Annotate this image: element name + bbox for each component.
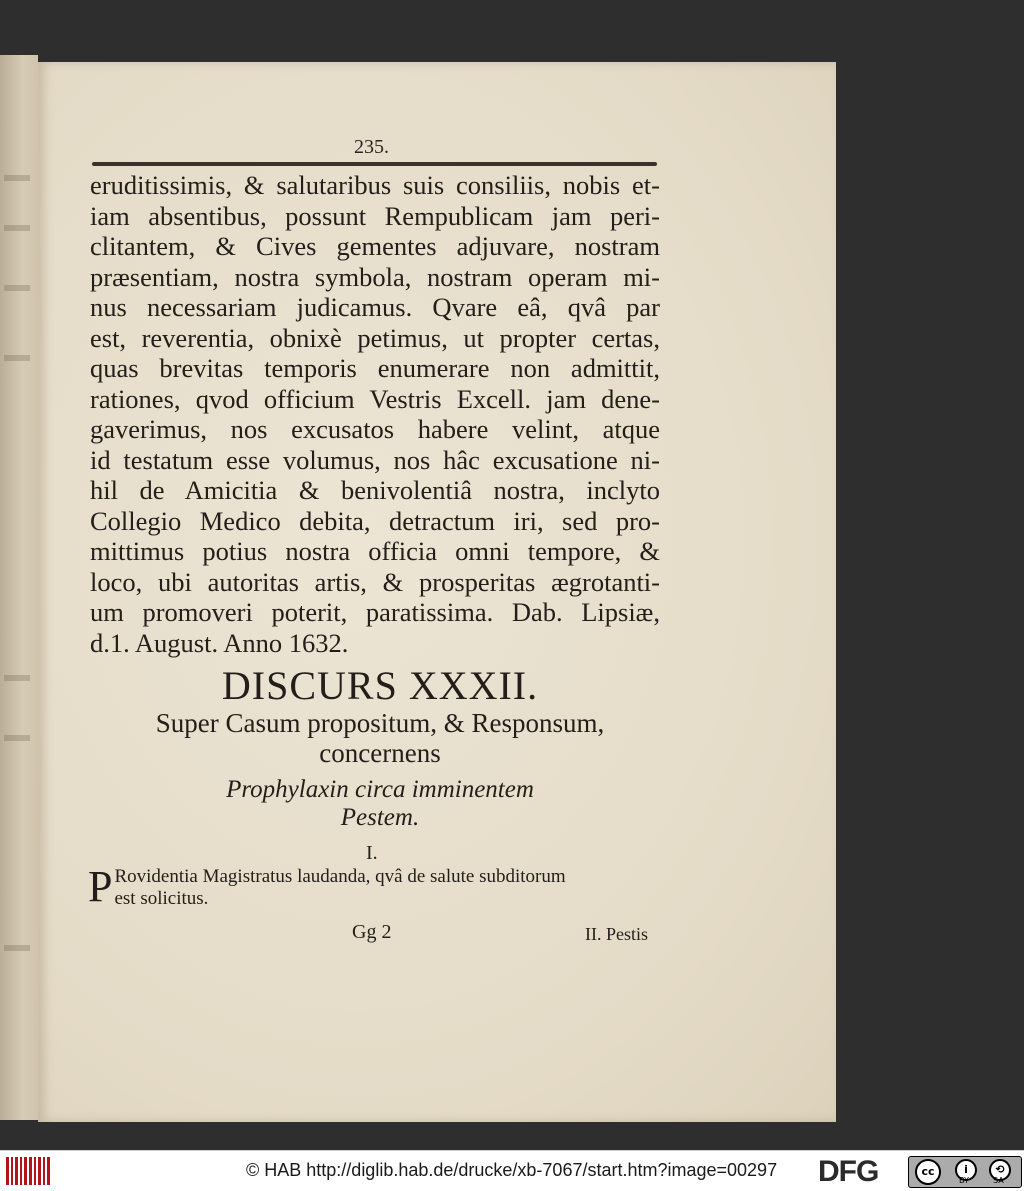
text-line: clitantem, & Cives gementes adjuvare, nostram [90,231,660,261]
subheading: concernens [319,738,441,768]
hab-logo-icon[interactable] [6,1157,50,1185]
drop-cap: P [88,862,113,911]
header-rule [92,162,657,166]
text-line: iam absentibus, possunt Rempublicam jam peri- [90,200,660,231]
signature-mark: Gg 2 [352,921,392,943]
text-line: mittimus potius nostra officia omni tempore, & [90,536,660,566]
cc-icon: cc [915,1159,941,1185]
page-number: 235. [354,136,389,158]
by-label: BY [959,1176,969,1185]
previous-page-edge [0,55,38,1120]
text-line: Collegio Medico debita, detractum iri, sed pro- [90,505,660,536]
text-line: eruditissimis, & salutaribus suis consiliis, nobis et- [90,170,660,200]
text-line: hil de Amicitia & benivolentiâ nostra, inclyto [90,475,660,505]
sa-icon: ⟲ [989,1159,1011,1181]
text-line: nus necessariam judicamus. Qvare eâ, qvâ par [90,292,660,322]
footer-bar [0,1150,1024,1191]
dfg-logo[interactable]: DFG [818,1155,879,1188]
italic-title: Prophylaxin circa imminentem [226,776,534,803]
section-number: I. [366,842,378,864]
text-line: id testatum esse volumus, nos hâc excusatione ni- [90,444,660,475]
text-line: est, reverentia, obnixè petimus, ut propter certas, [90,322,660,353]
text-line: um promoveri poterit, paratissima. Dab. Lipsiæ, [90,597,660,627]
text-line: præsentiam, nostra symbola, nostram operam mi- [90,261,660,292]
subheading: Super Casum propositum, & Responsum, [155,708,605,738]
summary-line: est solicitus. [114,888,209,909]
text-line: d.1. August. Anno 1632. [90,627,349,658]
text-line: rationes, qvod officium Vestris Excell. jam dene- [90,383,660,414]
source-link[interactable]: © HAB http://diglib.hab.de/drucke/xb-7067/start.htm?image=00297 [246,1160,778,1180]
body-text [90,170,660,658]
sa-label: SA [993,1176,1004,1185]
section-summary [88,862,658,911]
text-line: gaverimus, nos excusatos habere velint, atque [90,414,660,444]
cc-license-badge[interactable] [908,1156,1022,1188]
text-line: loco, ubi autoritas artis, & prosperitas ægrotanti- [90,566,660,597]
discourse-heading: DISCURS XXXII. [221,663,539,708]
text-line: quas brevitas temporis enumerare non admittit, [90,353,660,383]
catchword: II. Pestis [585,924,648,944]
summary-line: Rovidentia Magistratus laudanda, qvâ de salute subditorum [114,866,566,887]
by-icon: i [955,1159,977,1181]
italic-title: Pestem. [340,804,420,831]
